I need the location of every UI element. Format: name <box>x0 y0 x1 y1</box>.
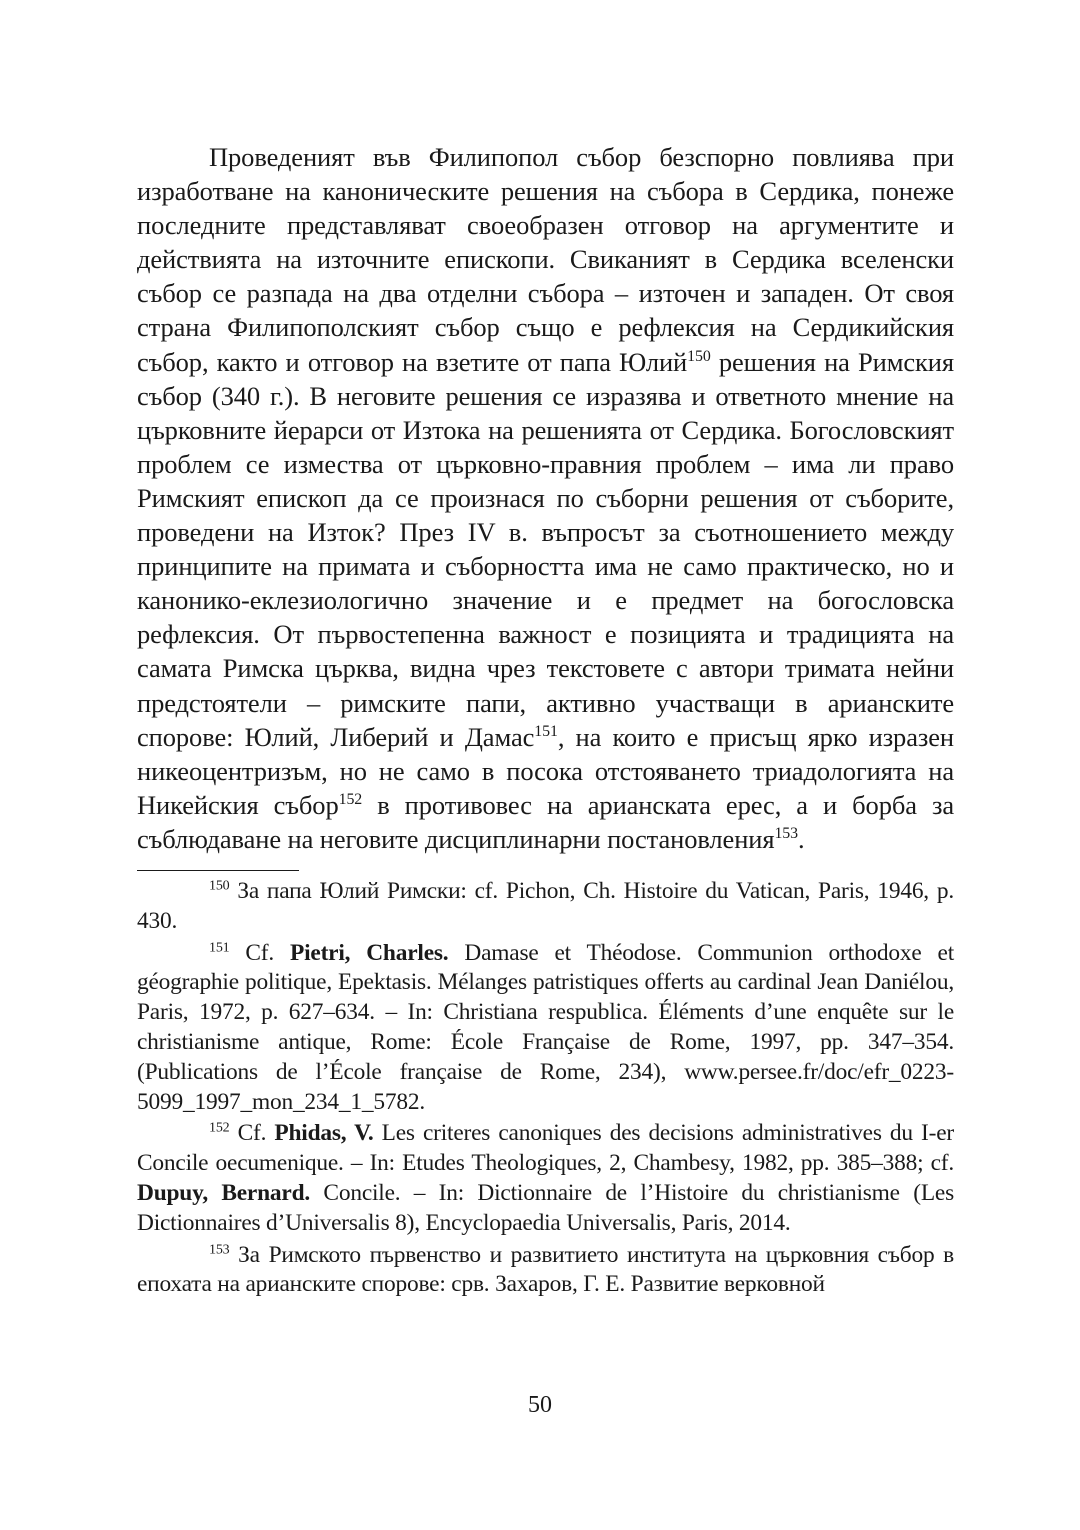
body-text: . <box>798 823 805 854</box>
page-number: 50 <box>528 1392 552 1418</box>
footnote-ref-150[interactable]: 150 <box>687 347 711 365</box>
footnote-ref-153[interactable]: 153 <box>774 825 798 843</box>
body-text: решения на Римския събор (340 г.). В неговите решения се изразява и ответното мнение на църковните йерарси от Изтока на решенията от Сердика. Богословският проблем се измества от църковно-правния проблем – има ли право Римският епископ да се произнася по съборни решения от съборите, проведени на Изток? През IV в. въпросът за съотношението между принципите на примата и съборността има не само практическо, но и канонико-еклезиологично значение и е предмет на богословска рефлексия. От първостепенна важност е позицията и традицията на самата Римска църква, видна чрез текстовете с автори тримата нейни предстоятели – римските папи, активно участващи в арианските спорове: Юлий, Либерий и Дамас <box>137 346 954 752</box>
footnote-text: Damase et Théodose. Communion orthodoxe et géographie politique, Epektasis. Mélanges patristiques offerts au cardinal Jean Daniélou, Paris, 1972, p. 627–634. – In: Christiana respublica. Éléments d’une enquête sur le christianisme antique, Rome: École Française de Rome, 1997, pp. 347–354. (Publications de l’École française de Rome, 234), www.persee.fr/doc/efr_0223-5099_1997_mon_234_1_5782. <box>137 939 955 1115</box>
body-text: в противовес на арианската ерес, а и борба за съблюдаване на неговите дисциплинарни постановления <box>137 789 954 854</box>
footnote-text: Cf. <box>229 939 290 966</box>
footnote-text: За папа Юлий Римски: cf. Pichon, Ch. Histoire du Vatican, Paris, 1946, p. 430. <box>137 877 954 934</box>
footnote-number: 150 <box>209 877 230 894</box>
body-paragraph <box>137 140 954 856</box>
footnote-text: Concile. – In: Dictionnaire de l’Histoire du christianisme (Les Dictionnaires d’Universalis 8), Encyclopaedia Universalis, Paris, 2014. <box>137 1179 954 1236</box>
body-text: , на които е присъщ ярко изразен никеоцентризъм, но не само в посока отстояването триадологията на Никейския събор <box>137 721 954 820</box>
footnote-number: 151 <box>209 938 230 955</box>
footnote-152 <box>137 1119 954 1238</box>
footnote-number: 153 <box>209 1240 230 1257</box>
page-content <box>137 140 954 1302</box>
footnote-number: 152 <box>209 1119 230 1136</box>
footnote-author: Phidas, V. <box>274 1120 374 1147</box>
footnote-author: Pietri, Charles. <box>290 939 449 966</box>
footnote-153 <box>137 1241 954 1301</box>
footnote-author: Dupuy, Bernard. <box>137 1179 311 1206</box>
footnote-text: Cf. <box>229 1120 275 1147</box>
footnote-ref-151[interactable]: 151 <box>534 722 558 740</box>
footnote-151 <box>137 939 954 1118</box>
footnote-text: За Римското първенство и развитието института на църковния събор в епохата на арианските спорове: срв. Захаров, Г. Е. Развитие верковной <box>137 1241 954 1298</box>
footnote-text: Les criteres canoniques des decisions administratives du I-er Concile oecumenique. – In: Etudes Theologiques, 2, Chambesy, 1982, pp. 385–388; cf. <box>137 1120 954 1177</box>
footnote-150 <box>137 877 954 937</box>
footnote-separator <box>137 870 299 871</box>
body-text: Проведеният във Филипопол събор безспорно повлиява при изработване на каноническите решения на събора в Сердика, понеже последните представляват своеобразен отговор на аргументите и действията на източните епископи. Свиканият в Сердика вселенски събор се разпада на два отделни събора – източен и западен. От своя страна Филипополският събор също е рефлексия на Сердикийския събор, както и отговор на взетите от папа Юлий <box>137 142 954 377</box>
footnote-ref-152[interactable]: 152 <box>338 790 363 808</box>
